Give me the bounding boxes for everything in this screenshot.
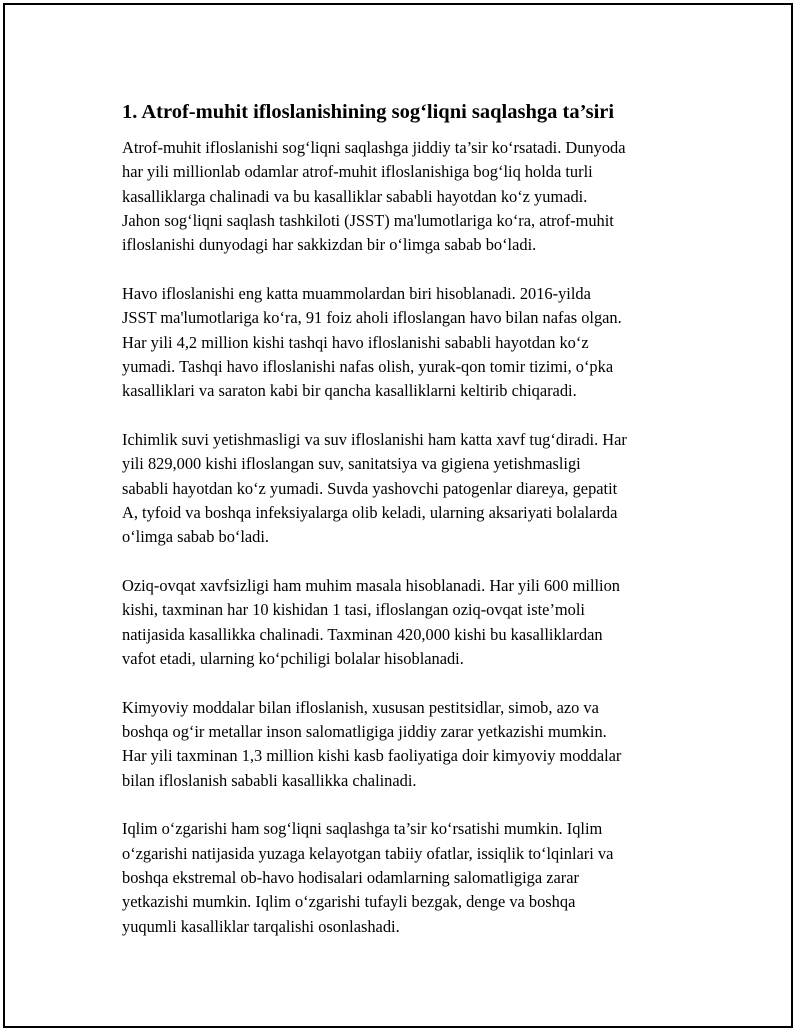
text-line: Ichimlik suvi yetishmasligi va suv ifloslanishi ham katta xavf tug‘diradi. Har: [122, 429, 627, 449]
text-line: Atrof-muhit ifloslanishi sog‘liqni saqlashga jiddiy ta’sir ko‘rsatadi. Dunyoda: [122, 138, 626, 157]
text-line: yumadi. Tashqi havo ifloslanishi nafas olish, yurak-qon tomir tizimi, o‘pka: [122, 356, 614, 376]
text-line: o‘zgarishi natijasida yuzaga kelayotgan tabiiy ofatlar, issiqlik to‘lqinlari va: [122, 843, 614, 863]
text-line: Oziq-ovqat xavfsizligi ham muhim masala hisoblanadi. Har yili 600 million: [122, 575, 621, 595]
text-line: kasalliklari va saraton kabi bir qancha kasalliklarni keltirib chiqaradi.: [122, 381, 577, 401]
text-line: JSST ma'lumotlariga ko‘ra, 91 foiz aholi ifloslangan havo bilan nafas olgan.: [122, 308, 622, 328]
text-line: bilan ifloslanish sababli kasallikka chalinadi.: [122, 770, 417, 790]
text-line: Kimyoviy moddalar bilan ifloslanish, xususan pestitsidlar, simob, azo va: [122, 697, 599, 717]
document-page: [3, 3, 793, 1028]
text-line: Har yili taxminan 1,3 million kishi kasb faoliyatiga doir kimyoviy moddalar: [122, 746, 622, 766]
text-line: natijasida kasallikka chalinadi. Taxminan 420,000 kishi bu kasalliklardan: [122, 624, 603, 644]
text-line: vafot etadi, ularning ko‘pchiligi bolalar hisoblanadi.: [122, 648, 464, 668]
paragraph-climate-change: [122, 817, 702, 938]
text-line: kasalliklarga chalinadi va bu kasalliklar sababli hayotdan ko‘z yumadi.: [122, 186, 588, 206]
text-line: Har yili 4,2 million kishi tashqi havo ifloslanishi sababli hayotdan ko‘z: [122, 332, 589, 352]
text-line: har yili millionlab odamlar atrof-muhit ifloslanishiga bog‘liq holda turli: [122, 162, 593, 182]
text-line: Iqlim o‘zgarishi ham sog‘liqni saqlashga ta’sir ko‘rsatishi mumkin. Iqlim: [122, 819, 603, 839]
section-heading: 1. Atrof-muhit ifloslanishining sog‘liqni saqlashga ta’siri: [122, 101, 615, 123]
paragraph-intro: [122, 136, 702, 257]
text-line: Jahon sog‘liqni saqlash tashkiloti (JSST) ma'lumotlariga ko‘ra, atrof-muhit: [122, 210, 614, 230]
paragraph-air-pollution: [122, 282, 702, 403]
paragraph-food-safety: [122, 574, 702, 671]
document-body: [122, 98, 702, 963]
text-line: A, tyfoid va boshqa infeksiyalarga olib keladi, ularning aksariyati bolalarda: [122, 502, 618, 522]
text-line: o‘limga sabab bo‘ladi.: [122, 527, 270, 547]
text-line: yili 829,000 kishi ifloslangan suv, sanitatsiya va gigiena yetishmasligi: [122, 454, 581, 474]
paragraph-water-pollution: [122, 428, 702, 549]
text-line: kishi, taxminan har 10 kishidan 1 tasi, ifloslangan oziq-ovqat iste’moli: [122, 600, 585, 620]
text-line: boshqa og‘ir metallar inson salomatligiga jiddiy zarar yetkazishi mumkin.: [122, 721, 607, 741]
text-line: Havo ifloslanishi eng katta muammolardan biri hisoblanadi. 2016-yilda: [122, 283, 591, 303]
text-line: yuqumli kasalliklar tarqalishi osonlashadi.: [122, 916, 400, 936]
text-line: sababli hayotdan ko‘z yumadi. Suvda yashovchi patogenlar diareya, gepatit: [122, 478, 618, 498]
paragraph-chemical-pollution: [122, 696, 702, 793]
text-line: yetkazishi mumkin. Iqlim o‘zgarishi tufayli bezgak, denge va boshqa: [122, 892, 576, 912]
text-line: ifloslanishi dunyodagi har sakkizdan bir o‘limga sabab bo‘ladi.: [122, 235, 537, 255]
text-line: boshqa ekstremal ob-havo hodisalari odamlarning salomatligiga zarar: [122, 867, 579, 887]
